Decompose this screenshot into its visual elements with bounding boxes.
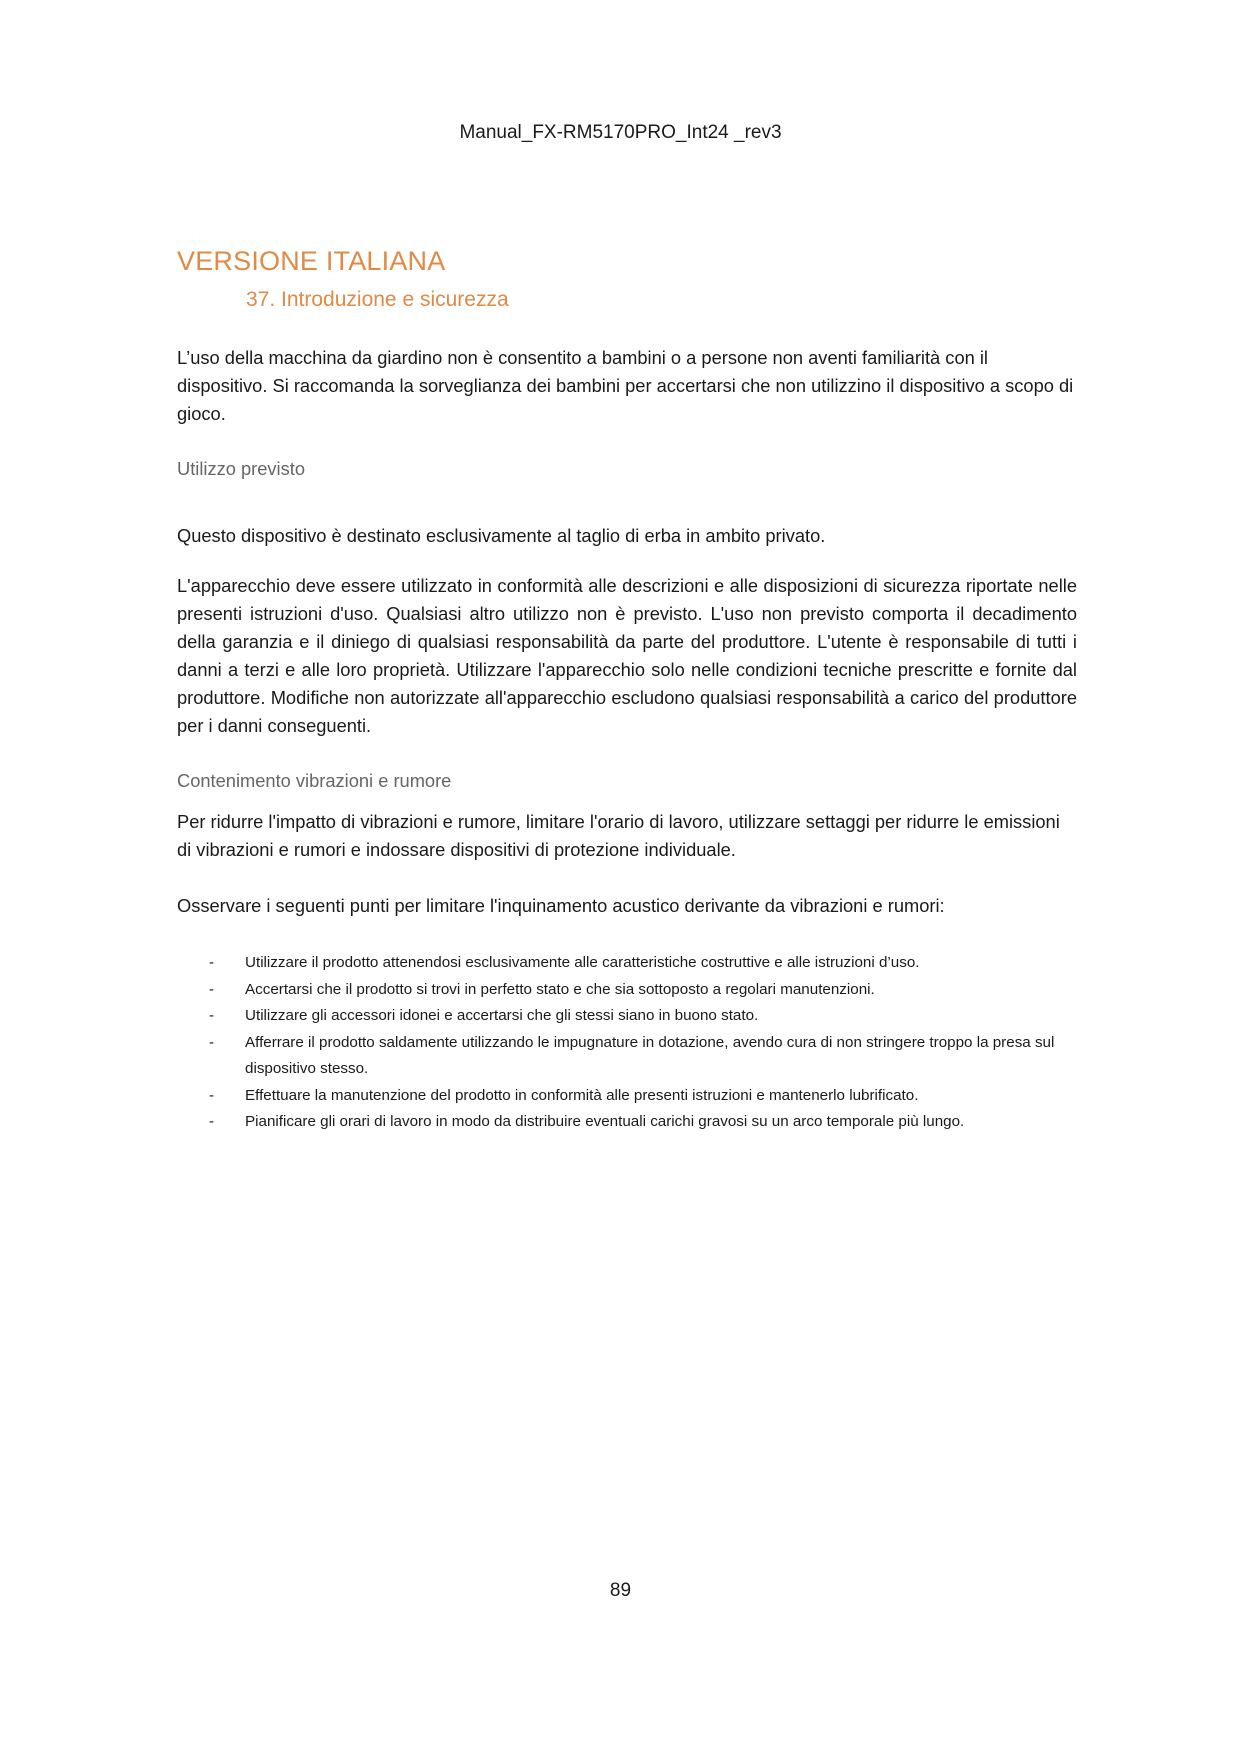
list-item: [177, 1030, 1085, 1083]
list-item-text: Utilizzare gli accessori idonei e accertarsi che gli stessi siano in buono stato.: [245, 1007, 759, 1024]
bullet-dash: -: [209, 1113, 215, 1130]
list-item: [177, 950, 1085, 977]
page-content: [177, 246, 1077, 1136]
bullet-dash: -: [209, 954, 215, 971]
section-title: VERSIONE ITALIANA: [177, 246, 446, 276]
bullet-dash: -: [209, 1033, 215, 1051]
list-item-text: Afferrare il prodotto saldamente utilizzando le impugnature in dotazione, avendo cura di non stringere troppo la presa sul dispositivo stesso.: [245, 1033, 1055, 1077]
list-item-text: Pianificare gli orari di lavoro in modo da distribuire eventuali carichi gravosi su un arco temporale più lungo.: [245, 1113, 965, 1130]
list-item: [177, 1083, 1085, 1110]
list-item: [177, 1109, 1085, 1136]
intro-paragraph: L’uso della macchina da giardino non è consentito a bambini o a persone non aventi familiarità con il dispositivo. Si raccomanda la sorveglianza dei bambini per accertarsi che non utilizzino il dispositivo a scopo di gioco.: [177, 347, 1074, 424]
intended-use-paragraph: Questo dispositivo è destinato esclusivamente al taglio di erba in ambito privato.: [177, 525, 826, 546]
list-item-text: Utilizzare il prodotto attenendosi esclusivamente alle caratteristiche costruttive e alle istruzioni d’uso.: [245, 954, 920, 971]
device-usage-paragraph: L'apparecchio deve essere utilizzato in conformità alle descrizioni e alle disposizioni di sicurezza riportate nelle presenti istruzioni d'uso. Qualsiasi altro utilizzo non è previsto. L'uso non previsto comporta il decadimento della garanzia e il diniego di qualsiasi responsabilità da parte del produttore. L'utente è responsabile di tutti i danni a terzi e alle loro proprietà. Utilizzare l'apparecchio solo nelle condizioni tecniche prescritte e fornite dal produttore. Modifiche non autorizzate all'apparecchio escludono qualsiasi responsabilità a carico del produttore per i danni conseguenti.: [177, 575, 1077, 736]
observe-points-paragraph: Osservare i seguenti punti per limitare l'inquinamento acustico derivante da vibrazioni e rumori:: [177, 895, 945, 916]
utilizzo-previsto-heading: Utilizzo previsto: [177, 458, 306, 479]
list-item: [177, 977, 1085, 1004]
list-item-text: Accertarsi che il prodotto si trovi in perfetto stato e che sia sottoposto a regolari manutenzioni.: [245, 980, 875, 998]
list-item: [177, 1003, 1085, 1030]
bullet-dash: -: [209, 1086, 215, 1104]
bullet-list: [177, 950, 1077, 1136]
list-item-text: Effettuare la manutenzione del prodotto in conformità alle presenti istruzioni e mantenerlo lubrificato.: [245, 1086, 919, 1104]
vibration-noise-heading: Contenimento vibrazioni e rumore: [177, 770, 452, 791]
page-header: Manual_FX-RM5170PRO_Int24 _rev3: [459, 122, 782, 143]
bullet-dash: -: [209, 1007, 215, 1024]
page-number: 89: [609, 1580, 632, 1601]
subsection-title: 37. Introduzione e sicurezza: [246, 288, 509, 311]
reduce-impact-paragraph: Per ridurre l'impatto di vibrazioni e rumore, limitare l'orario di lavoro, utilizzare settaggi per ridurre le emissioni di vibrazioni e rumori e indossare dispositivi di protezione individuale.: [177, 811, 1060, 860]
bullet-dash: -: [209, 980, 215, 998]
